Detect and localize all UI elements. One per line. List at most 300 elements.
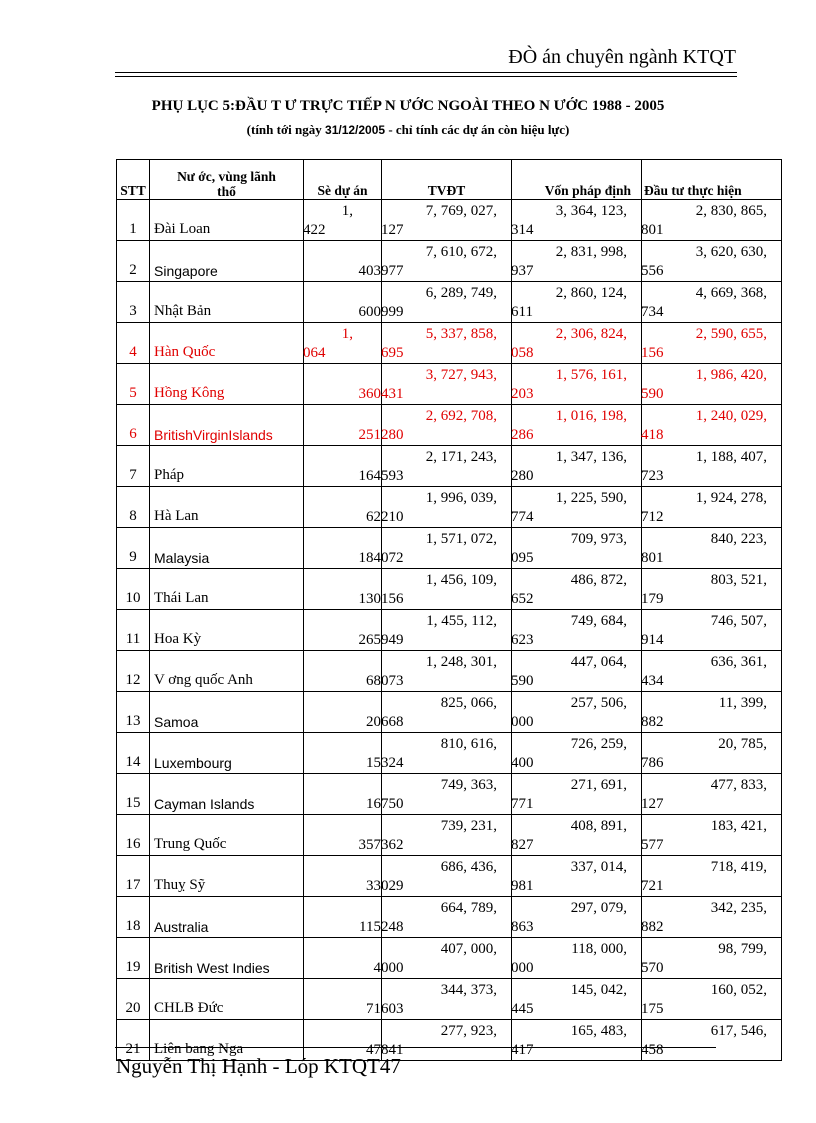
tvdt-line-1: 1, 248, 301, xyxy=(425,654,497,670)
legal-capital-line-1: 118, 000, xyxy=(571,941,627,957)
legal-capital-line-1: 271, 691, xyxy=(570,777,627,793)
stt-cell: 11 xyxy=(117,610,150,651)
legal-capital-line-1: 1, 347, 136, xyxy=(555,449,627,465)
stt-cell: 17 xyxy=(117,856,150,897)
projects-line-1: 1, xyxy=(341,203,353,219)
stt-cell: 2 xyxy=(117,241,150,282)
country-cell: Thuỵ Sỹ xyxy=(150,856,304,897)
legal-capital-line-1: 447, 064, xyxy=(570,654,627,670)
tvdt-cell xyxy=(382,610,512,651)
realized-cell xyxy=(642,1020,782,1061)
tvdt-line-2: 977 xyxy=(381,263,404,279)
projects-value: 130 xyxy=(358,591,381,607)
table-row xyxy=(117,200,782,241)
tvdt-line-1: 664, 789, xyxy=(440,900,497,916)
legal-capital-cell xyxy=(512,282,642,323)
table-row xyxy=(117,323,782,364)
realized-line-2: 723 xyxy=(641,468,664,484)
legal-capital-cell xyxy=(512,856,642,897)
legal-capital-cell xyxy=(512,323,642,364)
realized-line-1: 636, 361, xyxy=(710,654,767,670)
tvdt-cell xyxy=(382,1020,512,1061)
legal-capital-line-1: 297, 079, xyxy=(570,900,627,916)
projects-cell xyxy=(304,405,382,446)
projects-cell xyxy=(304,692,382,733)
tvdt-line-1: 6, 289, 749, xyxy=(425,285,497,301)
tvdt-line-2: 431 xyxy=(381,386,404,402)
projects-value: 251 xyxy=(358,427,381,443)
country-cell: Singapore xyxy=(150,241,304,282)
legal-capital-cell xyxy=(512,979,642,1020)
realized-line-2: 434 xyxy=(641,673,664,689)
projects-cell xyxy=(304,774,382,815)
stt-cell: 21 xyxy=(117,1020,150,1061)
country-cell: V ơng quốc Anh xyxy=(150,651,304,692)
table-row xyxy=(117,692,782,733)
legal-capital-line-1: 2, 306, 824, xyxy=(555,326,627,342)
running-header: ĐÒ án chuyên ngành KTQT xyxy=(508,46,736,68)
legal-capital-cell xyxy=(512,938,642,979)
legal-capital-line-2: 937 xyxy=(511,263,534,279)
realized-cell xyxy=(642,200,782,241)
country-cell: Đài Loan xyxy=(150,200,304,241)
realized-line-1: 160, 052, xyxy=(710,982,767,998)
tvdt-line-2: 841 xyxy=(381,1042,404,1058)
stt-cell: 16 xyxy=(117,815,150,856)
realized-line-1: 3, 620, 630, xyxy=(695,244,767,260)
projects-value: 184 xyxy=(358,550,381,566)
tvdt-line-1: 739, 231, xyxy=(440,818,497,834)
realized-line-2: 786 xyxy=(641,755,664,771)
realized-cell xyxy=(642,733,782,774)
table-row xyxy=(117,610,782,651)
tvdt-line-1: 277, 923, xyxy=(440,1023,497,1039)
legal-capital-cell xyxy=(512,610,642,651)
realized-line-1: 98, 799, xyxy=(718,941,767,957)
tvdt-line-2: 999 xyxy=(381,304,404,320)
tvdt-cell xyxy=(382,405,512,446)
col-realized: Đầu tư thực hiện xyxy=(642,160,782,200)
table-row xyxy=(117,733,782,774)
realized-cell xyxy=(642,897,782,938)
tvdt-cell xyxy=(382,856,512,897)
tvdt-line-1: 686, 436, xyxy=(440,859,497,875)
tvdt-line-1: 3, 727, 943, xyxy=(425,367,497,383)
stt-cell: 8 xyxy=(117,487,150,528)
tvdt-line-2: 324 xyxy=(381,755,404,771)
legal-capital-line-2: 611 xyxy=(511,304,533,320)
table-row xyxy=(117,774,782,815)
legal-capital-cell xyxy=(512,200,642,241)
projects-cell xyxy=(304,323,382,364)
projects-cell xyxy=(304,487,382,528)
legal-capital-line-1: 1, 225, 590, xyxy=(555,490,627,506)
col-stt: STT xyxy=(117,160,150,200)
legal-capital-line-2: 314 xyxy=(511,222,534,238)
tvdt-line-1: 344, 373, xyxy=(440,982,497,998)
table-row xyxy=(117,856,782,897)
country-cell: Hoa Kỳ xyxy=(150,610,304,651)
realized-line-2: 914 xyxy=(641,632,664,648)
stt-cell: 10 xyxy=(117,569,150,610)
legal-capital-line-2: 981 xyxy=(511,878,534,894)
country-cell: Hồng Kông xyxy=(150,364,304,405)
footer-rule xyxy=(115,1047,716,1048)
tvdt-line-1: 810, 616, xyxy=(440,736,497,752)
tvdt-cell xyxy=(382,979,512,1020)
projects-cell xyxy=(304,938,382,979)
legal-capital-cell xyxy=(512,405,642,446)
legal-capital-cell xyxy=(512,897,642,938)
legal-capital-line-1: 726, 259, xyxy=(570,736,627,752)
legal-capital-line-2: 000 xyxy=(511,714,534,730)
projects-line-2: 422 xyxy=(303,222,326,238)
subtitle-prefix: (tính tới ngày xyxy=(246,122,326,137)
legal-capital-line-2: 774 xyxy=(511,509,534,525)
projects-value: 33 xyxy=(366,878,381,894)
projects-cell xyxy=(304,241,382,282)
table-row xyxy=(117,405,782,446)
realized-line-1: 20, 785, xyxy=(718,736,767,752)
legal-capital-line-2: 590 xyxy=(511,673,534,689)
realized-cell xyxy=(642,569,782,610)
realized-line-1: 617, 546, xyxy=(710,1023,767,1039)
projects-value: 115 xyxy=(359,919,381,935)
realized-cell xyxy=(642,692,782,733)
stt-cell: 20 xyxy=(117,979,150,1020)
col-projects: Sè dự án xyxy=(304,160,382,200)
realized-line-1: 1, 188, 407, xyxy=(695,449,767,465)
tvdt-cell xyxy=(382,774,512,815)
legal-capital-line-1: 749, 684, xyxy=(570,613,627,629)
legal-capital-line-2: 863 xyxy=(511,919,534,935)
projects-value: 71 xyxy=(366,1001,381,1017)
projects-value: 265 xyxy=(358,632,381,648)
legal-capital-line-2: 652 xyxy=(511,591,534,607)
projects-value: 20 xyxy=(366,714,381,730)
tvdt-cell xyxy=(382,897,512,938)
projects-value: 62 xyxy=(366,509,381,525)
fdi-table xyxy=(116,159,782,1061)
country-cell: Hàn Quốc xyxy=(150,323,304,364)
stt-cell: 13 xyxy=(117,692,150,733)
realized-line-1: 11, 399, xyxy=(718,695,767,711)
tvdt-line-2: 750 xyxy=(381,796,404,812)
legal-capital-line-2: 095 xyxy=(511,550,534,566)
tvdt-cell xyxy=(382,200,512,241)
realized-cell xyxy=(642,651,782,692)
realized-line-1: 4, 669, 368, xyxy=(695,285,767,301)
col-tvdt: TVĐT xyxy=(382,160,512,200)
country-cell: Trung Quốc xyxy=(150,815,304,856)
country-cell: Luxembourg xyxy=(150,733,304,774)
table-row xyxy=(117,938,782,979)
projects-cell xyxy=(304,528,382,569)
realized-line-1: 2, 590, 655, xyxy=(695,326,767,342)
projects-cell xyxy=(304,446,382,487)
legal-capital-line-2: 058 xyxy=(511,345,534,361)
legal-capital-cell xyxy=(512,692,642,733)
realized-cell xyxy=(642,487,782,528)
realized-line-2: 801 xyxy=(641,222,664,238)
table-row xyxy=(117,282,782,323)
table-row xyxy=(117,446,782,487)
tvdt-line-1: 749, 363, xyxy=(440,777,497,793)
tvdt-line-1: 7, 610, 672, xyxy=(425,244,497,260)
legal-capital-line-1: 145, 042, xyxy=(570,982,627,998)
legal-capital-line-1: 337, 014, xyxy=(570,859,627,875)
projects-cell xyxy=(304,200,382,241)
legal-capital-cell xyxy=(512,1020,642,1061)
legal-capital-line-1: 486, 872, xyxy=(570,572,627,588)
stt-cell: 12 xyxy=(117,651,150,692)
stt-cell: 3 xyxy=(117,282,150,323)
tvdt-line-2: 695 xyxy=(381,345,404,361)
realized-line-2: 127 xyxy=(641,796,664,812)
projects-cell xyxy=(304,733,382,774)
legal-capital-cell xyxy=(512,241,642,282)
projects-cell xyxy=(304,569,382,610)
realized-line-1: 718, 419, xyxy=(710,859,767,875)
legal-capital-line-2: 417 xyxy=(511,1042,534,1058)
legal-capital-cell xyxy=(512,815,642,856)
projects-value: 403 xyxy=(358,263,381,279)
country-cell: Cayman Islands xyxy=(150,774,304,815)
country-cell: CHLB Đức xyxy=(150,979,304,1020)
legal-capital-line-2: 400 xyxy=(511,755,534,771)
legal-capital-line-1: 2, 831, 998, xyxy=(555,244,627,260)
tvdt-line-2: 362 xyxy=(381,837,404,853)
stt-cell: 1 xyxy=(117,200,150,241)
realized-cell xyxy=(642,979,782,1020)
stt-cell: 15 xyxy=(117,774,150,815)
legal-capital-line-1: 1, 576, 161, xyxy=(555,367,627,383)
country-cell: Australia xyxy=(150,897,304,938)
legal-capital-cell xyxy=(512,569,642,610)
legal-capital-line-1: 3, 364, 123, xyxy=(555,203,627,219)
projects-line-2: 064 xyxy=(303,345,326,361)
realized-line-2: 882 xyxy=(641,919,664,935)
projects-cell xyxy=(304,282,382,323)
projects-value: 164 xyxy=(358,468,381,484)
projects-value: 16 xyxy=(366,796,381,812)
tvdt-line-1: 5, 337, 858, xyxy=(425,326,497,342)
legal-capital-line-2: 280 xyxy=(511,468,534,484)
legal-capital-line-1: 165, 483, xyxy=(570,1023,627,1039)
realized-line-2: 712 xyxy=(641,509,664,525)
col-legal-capital: Vốn pháp định xyxy=(512,160,642,200)
tvdt-cell xyxy=(382,323,512,364)
tvdt-cell xyxy=(382,282,512,323)
legal-capital-line-1: 2, 860, 124, xyxy=(555,285,627,301)
tvdt-line-2: 127 xyxy=(381,222,404,238)
tvdt-line-1: 2, 692, 708, xyxy=(425,408,497,424)
projects-cell xyxy=(304,979,382,1020)
realized-line-2: 570 xyxy=(641,960,664,976)
country-cell: Nhật Bản xyxy=(150,282,304,323)
table-row xyxy=(117,651,782,692)
realized-line-2: 556 xyxy=(641,263,664,279)
tvdt-line-1: 1, 455, 112, xyxy=(426,613,497,629)
tvdt-line-2: 073 xyxy=(381,673,404,689)
projects-cell xyxy=(304,651,382,692)
realized-line-2: 156 xyxy=(641,345,664,361)
tvdt-cell xyxy=(382,692,512,733)
tvdt-line-2: 668 xyxy=(381,714,404,730)
tvdt-line-2: 949 xyxy=(381,632,404,648)
country-cell: Liên bang Nga xyxy=(150,1020,304,1061)
tvdt-cell xyxy=(382,815,512,856)
projects-value: 600 xyxy=(358,304,381,320)
header-rule-thin xyxy=(115,76,737,77)
projects-cell xyxy=(304,856,382,897)
realized-cell xyxy=(642,364,782,405)
legal-capital-line-2: 000 xyxy=(511,960,534,976)
realized-line-2: 721 xyxy=(641,878,664,894)
appendix-subtitle xyxy=(0,122,816,138)
country-cell: Pháp xyxy=(150,446,304,487)
tvdt-line-2: 156 xyxy=(381,591,404,607)
tvdt-line-2: 210 xyxy=(381,509,404,525)
country-cell: British West Indies xyxy=(150,938,304,979)
projects-value: 47 xyxy=(366,1042,381,1058)
tvdt-line-2: 072 xyxy=(381,550,404,566)
tvdt-cell xyxy=(382,487,512,528)
realized-line-2: 882 xyxy=(641,714,664,730)
subtitle-suffix: - chỉ tính các dự án còn hiệu lực) xyxy=(385,122,570,137)
tvdt-line-2: 593 xyxy=(381,468,404,484)
legal-capital-cell xyxy=(512,528,642,569)
legal-capital-line-2: 771 xyxy=(511,796,534,812)
realized-line-1: 183, 421, xyxy=(710,818,767,834)
legal-capital-cell xyxy=(512,487,642,528)
tvdt-line-2: 029 xyxy=(381,878,404,894)
realized-cell xyxy=(642,446,782,487)
stt-cell: 4 xyxy=(117,323,150,364)
footer-author: Nguyễn Thị Hạnh - Lóp KTQT47 xyxy=(116,1054,401,1078)
tvdt-line-1: 2, 171, 243, xyxy=(425,449,497,465)
subtitle-date: 31/12/2005 xyxy=(325,123,386,137)
realized-line-2: 179 xyxy=(641,591,664,607)
realized-line-1: 840, 223, xyxy=(710,531,767,547)
tvdt-line-1: 1, 571, 072, xyxy=(425,531,497,547)
legal-capital-line-1: 408, 891, xyxy=(570,818,627,834)
tvdt-cell xyxy=(382,569,512,610)
table-row xyxy=(117,528,782,569)
stt-cell: 14 xyxy=(117,733,150,774)
tvdt-line-1: 407, 000, xyxy=(440,941,497,957)
legal-capital-line-2: 286 xyxy=(511,427,534,443)
projects-cell xyxy=(304,815,382,856)
table-row xyxy=(117,487,782,528)
tvdt-line-2: 280 xyxy=(381,427,404,443)
realized-cell xyxy=(642,528,782,569)
stt-cell: 6 xyxy=(117,405,150,446)
stt-cell: 19 xyxy=(117,938,150,979)
tvdt-cell xyxy=(382,651,512,692)
realized-line-1: 746, 507, xyxy=(710,613,767,629)
tvdt-cell xyxy=(382,733,512,774)
realized-cell xyxy=(642,774,782,815)
legal-capital-line-2: 623 xyxy=(511,632,534,648)
legal-capital-cell xyxy=(512,364,642,405)
projects-line-1: 1, xyxy=(341,326,353,342)
tvdt-line-1: 825, 066, xyxy=(440,695,497,711)
table-row xyxy=(117,241,782,282)
tvdt-line-1: 7, 769, 027, xyxy=(425,203,497,219)
realized-cell xyxy=(642,938,782,979)
tvdt-line-2: 603 xyxy=(381,1001,404,1017)
projects-value: 357 xyxy=(358,837,381,853)
tvdt-cell xyxy=(382,364,512,405)
tvdt-line-2: 000 xyxy=(381,960,404,976)
realized-line-2: 175 xyxy=(641,1001,664,1017)
projects-value: 68 xyxy=(366,673,381,689)
tvdt-line-2: 248 xyxy=(381,919,404,935)
legal-capital-cell xyxy=(512,774,642,815)
realized-line-1: 1, 240, 029, xyxy=(695,408,767,424)
realized-cell xyxy=(642,323,782,364)
table-row xyxy=(117,979,782,1020)
projects-value: 15 xyxy=(366,755,381,771)
stt-cell: 7 xyxy=(117,446,150,487)
realized-cell xyxy=(642,405,782,446)
realized-line-2: 734 xyxy=(641,304,664,320)
table-row xyxy=(117,364,782,405)
realized-line-1: 803, 521, xyxy=(710,572,767,588)
stt-cell: 9 xyxy=(117,528,150,569)
realized-line-1: 1, 986, 420, xyxy=(695,367,767,383)
legal-capital-line-1: 1, 016, 198, xyxy=(555,408,627,424)
realized-cell xyxy=(642,610,782,651)
table-row xyxy=(117,815,782,856)
table-row xyxy=(117,569,782,610)
country-cell: BritishVirginIslands xyxy=(150,405,304,446)
legal-capital-line-2: 445 xyxy=(511,1001,534,1017)
tvdt-cell xyxy=(382,938,512,979)
realized-cell xyxy=(642,282,782,323)
tvdt-cell xyxy=(382,528,512,569)
stt-cell: 5 xyxy=(117,364,150,405)
country-cell: Thái Lan xyxy=(150,569,304,610)
realized-line-2: 590 xyxy=(641,386,664,402)
projects-cell xyxy=(304,364,382,405)
legal-capital-cell xyxy=(512,446,642,487)
table-row xyxy=(117,897,782,938)
legal-capital-line-2: 203 xyxy=(511,386,534,402)
legal-capital-line-2: 827 xyxy=(511,837,534,853)
country-cell: Hà Lan xyxy=(150,487,304,528)
table-body xyxy=(117,200,782,1061)
appendix-title: PHỤ LỤC 5:ĐẦU T Ư TRỰC TIẾP N ƯỚC NGOÀI THEO N ƯỚC 1988 - 2005 xyxy=(151,98,665,114)
tvdt-line-1: 1, 456, 109, xyxy=(425,572,497,588)
realized-cell xyxy=(642,856,782,897)
realized-line-2: 418 xyxy=(641,427,664,443)
col-country: Nư ớc, vùng lãnh thổ xyxy=(150,160,304,200)
legal-capital-line-1: 709, 973, xyxy=(570,531,627,547)
country-cell: Samoa xyxy=(150,692,304,733)
country-cell: Malaysia xyxy=(150,528,304,569)
stt-cell: 18 xyxy=(117,897,150,938)
tvdt-line-1: 1, 996, 039, xyxy=(425,490,497,506)
realized-cell xyxy=(642,241,782,282)
tvdt-cell xyxy=(382,446,512,487)
legal-capital-line-1: 257, 506, xyxy=(570,695,627,711)
realized-line-1: 477, 833, xyxy=(710,777,767,793)
realized-line-2: 801 xyxy=(641,550,664,566)
projects-cell xyxy=(304,610,382,651)
legal-capital-cell xyxy=(512,733,642,774)
